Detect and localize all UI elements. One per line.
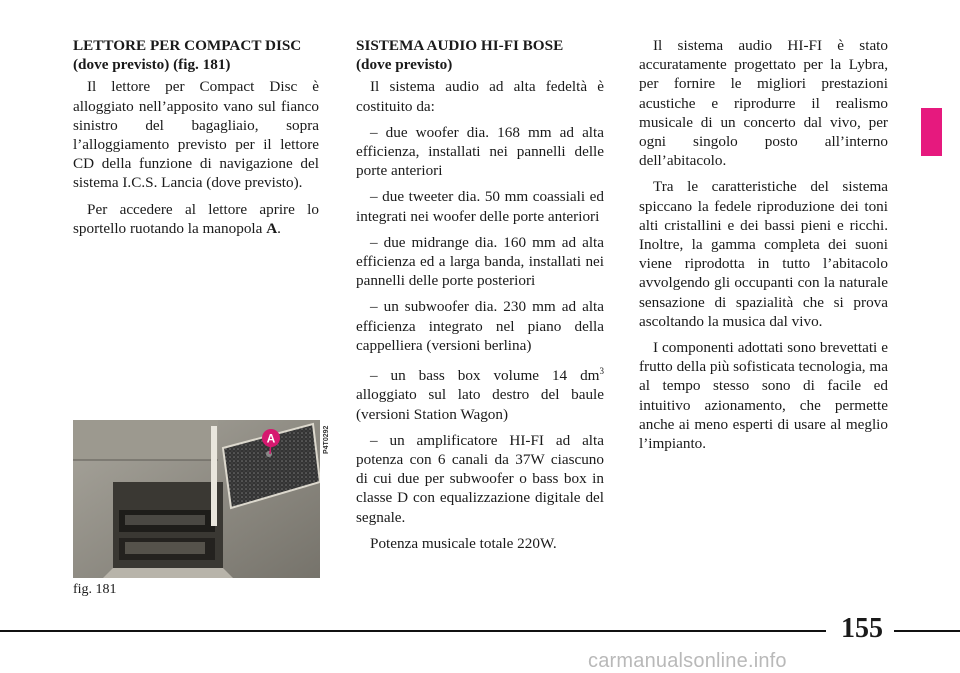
punctuation: .: [277, 219, 281, 237]
footer-rule: [894, 630, 960, 632]
list-item: – un subwoofer dia. 230 mm ad alta efficienza integrato nel piano della cappelliera (versioni berlina): [356, 298, 604, 354]
figure-caption: fig. 181: [73, 582, 117, 597]
list-item-text: alloggiato sul lato destro del baule (versioni Station Wagon): [356, 386, 604, 423]
trunk-photo-illustration: [73, 420, 320, 578]
figure-code: P4T0292: [323, 425, 330, 455]
heading-line: (dove previsto) (fig. 181): [73, 56, 231, 74]
list-item: – due tweeter dia. 50 mm coassiali ed integrati nei woofer delle porte anteriori: [356, 188, 604, 225]
paragraph: Il sistema audio HI-FI è stato accuratamente progettato per la Lybra, per fornire le migliori prestazioni acustiche e riprodurre il realismo musicale di un concerto dal vivo, per ogni singolo posto all’interno dell’abitacolo.: [639, 37, 888, 170]
heading-line: (dove previsto): [356, 56, 453, 74]
knob-reference: A: [266, 219, 278, 237]
paragraph: Potenza musicale totale 220W.: [370, 534, 557, 552]
paragraph-text: Per accedere al lettore aprire lo sportello ruotando la manopola: [73, 200, 319, 237]
section-heading-cd: [73, 36, 319, 74]
paragraph: Il sistema audio ad alta fedeltà è costituito da:: [356, 78, 604, 115]
watermark: carmanualsonline.info: [588, 650, 787, 672]
paragraph: Il lettore per Compact Disc è alloggiato nell’apposito vano sul fianco sinistro del bagagliaio, sopra l’alloggiamento previsto per il lettore CD della funzione di navigazione del sistema I.C.S. Lancia (dove previsto).: [73, 78, 319, 192]
list-item: – due midrange dia. 160 mm ad alta efficienza ed a larga banda, installati nei pannelli delle porte posteriori: [356, 233, 604, 290]
section-heading-audio: [356, 36, 604, 74]
column-audio-system: [356, 36, 604, 560]
section-tab-marker: [921, 108, 942, 156]
callout-label: A: [266, 431, 276, 446]
footer-rule: [0, 630, 826, 632]
heading-line: SISTEMA AUDIO HI-FI BOSE: [356, 37, 564, 54]
list-item: – un amplificatore HI-FI ad alta potenza con 6 canali da 37W ciascuno di cui due per subwoofer o bass box in classe D con equalizzazione digitale del segnale.: [356, 431, 604, 526]
list-item: [356, 362, 604, 424]
page-number: 155: [841, 613, 883, 644]
paragraph: Tra le caratteristiche del sistema spiccano la fedele riproduzione dei toni alti cristallini e dei bassi pieni e ricchi. Inoltre, la gamma completa dei suoni viene riprodotta in tutto l’abitacolo avvolgendo gli occupanti con la naturale sensazione di spazialità che si prova ascoltando la musica dal vivo.: [639, 178, 888, 330]
paragraph: [73, 200, 319, 238]
column-audio-description: [639, 36, 888, 460]
heading-line: LETTORE PER COMPACT DISC: [73, 37, 302, 54]
superscript: 3: [599, 366, 604, 377]
figure-cd-compartment: [73, 420, 320, 578]
list-item: – due woofer dia. 168 mm ad alta efficienza, installati nei pannelli delle porte anteriori: [356, 123, 604, 180]
column-compact-disc: [73, 36, 319, 245]
paragraph: I componenti adottati sono brevettati e frutto della più sofisticata tecnologia, ma al tempo stesso sono di facile ed intuitivo azionamento, che permette anche ai meno esperti di usare al meglio l’impianto.: [639, 339, 888, 453]
list-item-text: – un bass box volume 14 dm: [370, 367, 600, 385]
